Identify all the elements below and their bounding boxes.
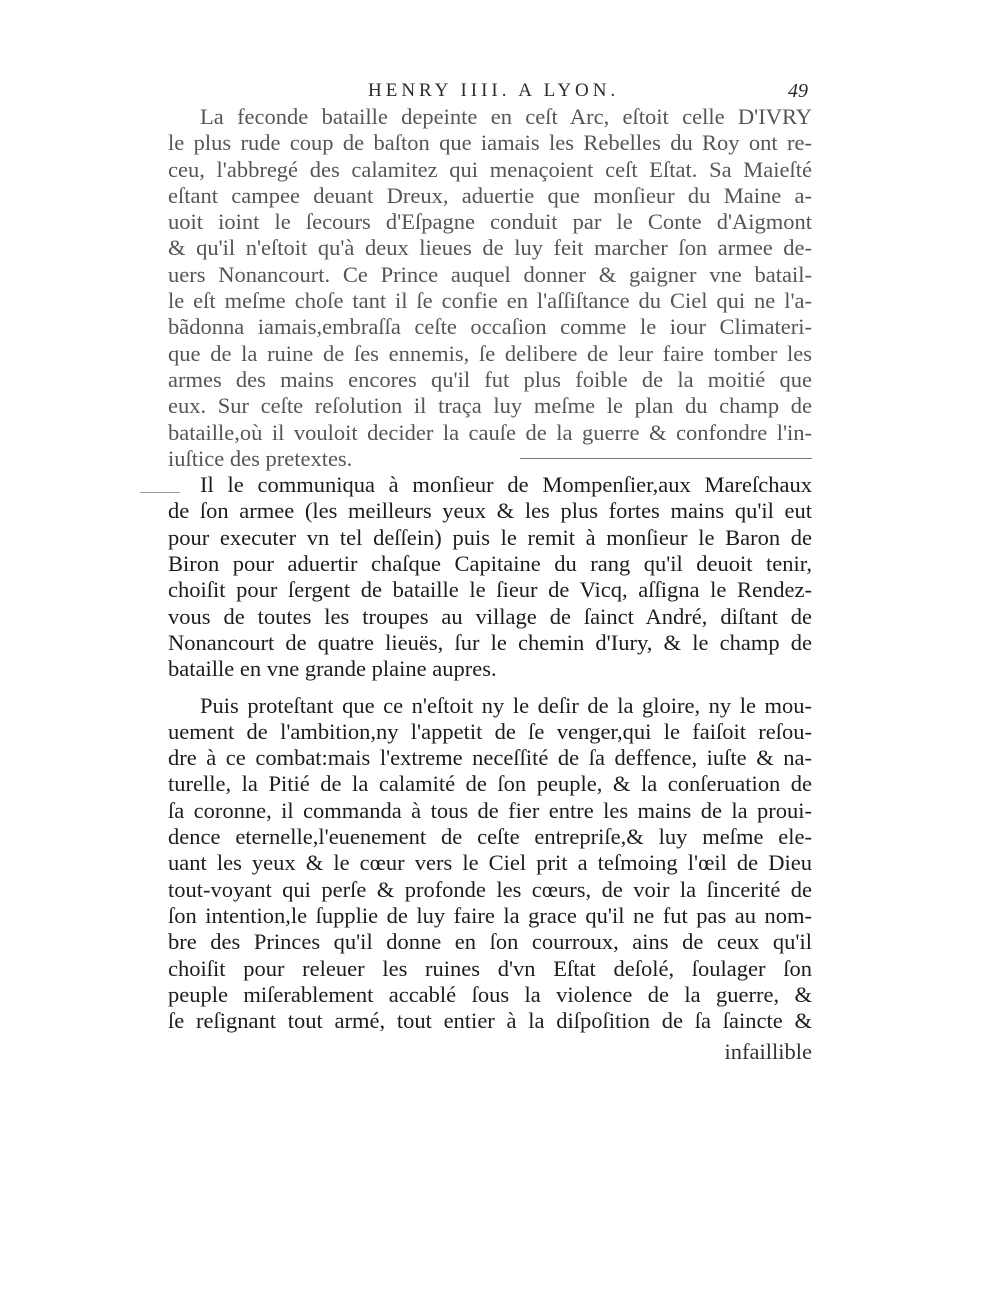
text-line: Il le communiqua à monſieur de Mompenſier,aux Mareſchaux <box>200 472 812 498</box>
page-number: 49 <box>788 80 808 102</box>
text-line: dence eternelle,l'euenement de ceſte entrepriſe,& luy meſme ele- <box>168 824 812 850</box>
text-line: dre à ce combat:mais l'extreme neceſſité de ſa deffence, iuſte & na- <box>168 745 812 771</box>
text-line: ceu, l'abbregé des calamitez qui menaçoient ceſt Eſtat. Sa Maieſté <box>168 156 812 182</box>
text-line: choiſit pour ſergent de bataille le ſieur de Vicq, aſſigna le Rendez- <box>168 577 812 603</box>
text-line: turelle, la Pitié de la calamité de ſon peuple, & la conſeruation de <box>168 771 812 797</box>
text-line: & qu'il n'eſtoit qu'à deux lieues de luy feit marcher ſon armee de- <box>168 235 812 261</box>
paragraph-gap <box>168 683 812 693</box>
text-line: tout-voyant qui perſe & profonde les cœurs, de voir la ſincerité de <box>168 876 812 902</box>
text-line: uant les yeux & le cœur vers le Ciel prit a teſmoing l'œil de Dieu <box>168 850 812 876</box>
text-line: bãdonna iamais,embraſſa ceſte occaſion comme le iour Climateri- <box>168 314 812 340</box>
text-line: de ſon armee (les meilleurs yeux & les plus fortes mains qu'il eut <box>168 498 812 524</box>
text-line: uers Nonancourt. Ce Prince auquel donner & gaigner vne batail- <box>168 261 812 287</box>
text-line: Biron pour aduertir chaſque Capitaine du rang qu'il deuoit tenir, <box>168 551 812 577</box>
text-line: le plus rude coup de baſton que iamais les Rebelles du Roy ont re- <box>168 130 812 156</box>
text-line: choiſit pour releuer les ruines d'vn Eſtat deſolé, ſoulager ſon <box>168 955 812 981</box>
text-line: La feconde bataille depeinte en ceſt Arc, eſtoit celle D'IVRY <box>200 104 812 129</box>
catchword: infaillible <box>724 1039 812 1065</box>
paragraph-communication <box>168 472 812 682</box>
text-line: bataille,où il vouloit decider la cauſe de la guerre & confondre l'in- <box>168 419 812 445</box>
running-title: HENRY IIII. A LYON. <box>368 80 620 101</box>
text-line: ſe reſignant tout armé, tout entier à la diſpoſition de ſa ſaincte & <box>168 1008 812 1034</box>
text-line: uement de l'ambition,ny l'appetit de ſe venger,qui le faiſoit reſou- <box>168 718 812 744</box>
paragraph-ivry-battle <box>168 104 812 472</box>
text-line: que de la ruine de ſes ennemis, ſe delibere de leur faire tomber les <box>168 340 812 366</box>
text-line: eſtant campee deuant Dreux, aduertie que monſieur du Maine a- <box>168 182 812 208</box>
text-line: armes des mains encores qu'il fut plus foible de la moitié que <box>168 366 812 392</box>
text-line: vous de toutes les troupes au village de ſainct André, diſtant de <box>168 603 812 629</box>
paragraph-prayer <box>168 693 812 1035</box>
text-line: peuple miſerablement accablé ſous la violence de la guerre, & <box>168 981 812 1007</box>
text-line: bre des Princes qu'il donne en ſon courroux, ains de ceux qu'il <box>168 929 812 955</box>
text-line: le eſt meſme choſe tant il ſe confie en l'aſſiſtance du Ciel qui ne l'a- <box>168 288 812 314</box>
text-line: Nonancourt de quatre lieuës, ſur le chemin d'Iury, & le champ de <box>168 629 812 655</box>
text-line: bataille en vne grande plaine aupres. <box>168 656 497 682</box>
text-line: ſon intention,le ſupplie de luy faire la grace qu'il ne fut pas au nom- <box>168 902 812 928</box>
text-line: Puis proteſtant que ce n'eſtoit ny le deſir de la gloire, ny le mou- <box>200 692 812 718</box>
text-line: pour executer vn tel deſſein) puis le remit à monſieur le Baron de <box>168 524 812 550</box>
text-line: ſa coronne, il commanda à tous de fier entre les mains de la proui- <box>168 797 812 823</box>
text-line: uoit ioint le ſecours d'Eſpagne conduit par le Conte d'Aigmont <box>168 209 812 235</box>
text-line: eux. Sur ceſte reſolution il traça luy meſme le plan du champ de <box>168 393 812 419</box>
text-line: iuſtice des pretextes. <box>168 445 353 471</box>
text-block <box>168 104 812 1066</box>
